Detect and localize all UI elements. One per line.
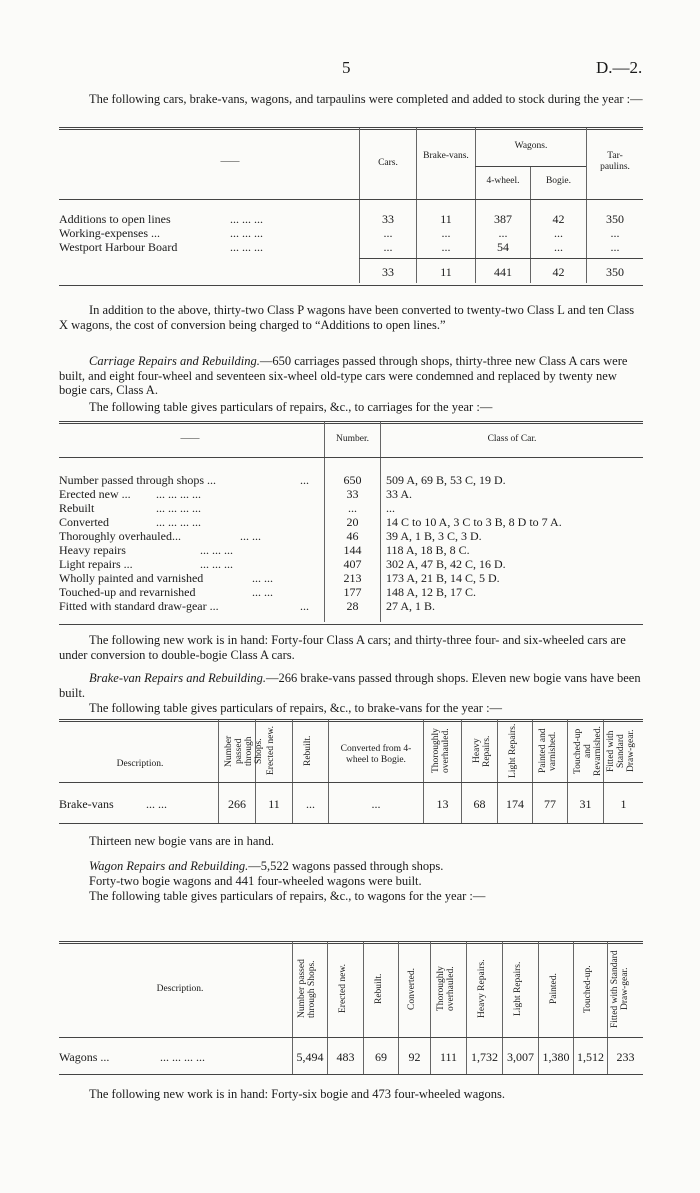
row-label: Wholly painted and varnished — [59, 571, 204, 585]
wagon-built-paragraph: Forty-two bogie wagons and 441 four-wheeled wagons were built. — [89, 874, 422, 888]
carriage-table-intro: The following table gives particulars of repairs, &c., to carriages for the year :— — [89, 400, 493, 414]
wagon-text: —5,522 wagons passed through shops. — [248, 859, 444, 873]
cell-bogie: ... — [554, 240, 563, 254]
brake-van-paragraph — [59, 671, 644, 700]
cell-light: 174 — [506, 797, 524, 811]
new-work-paragraph: The following new work is in hand: Forty-four Class A cars; and thirty-three four- and six-wheeled cars are under conversion to double-bogie Class A cars. — [59, 633, 626, 662]
table-rule — [475, 166, 586, 167]
cell-converted: 92 — [408, 1050, 421, 1064]
leader-dots: ... ... ... — [200, 557, 233, 571]
table-rule — [59, 1074, 643, 1075]
row-label: Westport Harbour Board — [59, 240, 178, 254]
table-rule — [59, 721, 643, 722]
leader-dots: ... ... ... — [230, 212, 263, 226]
page-number: 5 — [342, 58, 351, 77]
cell-bogie: ... — [554, 226, 563, 240]
cell-class: ... — [386, 501, 395, 515]
cell-overhauled: 13 — [436, 797, 449, 811]
cell-passed: 5,494 — [296, 1050, 324, 1064]
leader-dots: ... ... ... — [200, 543, 233, 557]
header-thoroughly-overhauled: Thoroughly overhauled. — [436, 966, 456, 1012]
table-rule — [59, 199, 643, 200]
table-rule — [59, 943, 643, 944]
table-rule — [59, 457, 643, 458]
conversion-paragraph: In addition to the above, thirty-two Class P wagons have been converted to twenty-two Class L and ten Class X wagons, the cost of conversion being charged to “Additions to open lines.” — [59, 303, 635, 332]
brake-van-heading: Brake-van Repairs and Rebuilding. — [89, 671, 267, 685]
cell-cars: ... — [383, 240, 393, 254]
total-bogie: 42 — [552, 265, 565, 279]
cell-class: 148 A, 12 B, 17 C. — [386, 585, 477, 599]
header-touched-up-and-revarnished: Touched-up and Revarnished. — [573, 726, 603, 776]
brake-van-table-intro: The following table gives particulars of repairs, &c., to brake-vans for the year :— — [89, 701, 503, 715]
column-divider — [416, 128, 417, 283]
cell-class: 14 C to 10 A, 3 C to 3 B, 8 D to 7 A. — [386, 515, 562, 529]
cell-4-wheel: 387 — [494, 212, 512, 226]
header-converted-4-wheel-to-bogie: Converted from 4-wheel to Bogie. — [340, 744, 412, 765]
table-rule — [59, 127, 643, 128]
cell-class: 118 A, 18 B, 8 C. — [386, 543, 470, 557]
header-heavy-repairs: Heavy Repairs. — [472, 735, 492, 767]
leader-dots: ... ... ... — [230, 226, 263, 240]
wagon-paragraph — [59, 859, 644, 874]
header-converted: Converted. — [407, 968, 417, 1010]
total-4-wheel: 441 — [494, 265, 512, 279]
cell-brake-vans: ... — [441, 240, 451, 254]
bogie-vans-paragraph: Thirteen new bogie vans are in hand. — [89, 834, 275, 848]
table-rule — [59, 129, 643, 130]
total-tarpaulins: 350 — [606, 265, 624, 279]
cell-class: 27 A, 1 B. — [386, 599, 436, 613]
cell-number: 28 — [346, 599, 359, 613]
header-thoroughly-overhauled: Thoroughly overhauled. — [431, 728, 451, 774]
header-passed-through-shops: Number passed through Shops. — [224, 735, 264, 767]
row-label: Converted — [59, 515, 109, 529]
header-fitted-with-standard-draw-gear: Fitted with Standard Draw-gear. — [606, 729, 636, 773]
header-erected-new: Erected new. — [266, 726, 276, 776]
row-label: Additions to open lines — [59, 212, 171, 226]
leader-dots: ... — [300, 473, 309, 487]
header-description: Description. — [116, 759, 164, 769]
leader-dots: ... ... ... ... — [156, 515, 201, 529]
cell-number: 144 — [343, 543, 362, 557]
header-erected-new: Erected new. — [338, 964, 348, 1014]
cell-rebuilt: 69 — [375, 1050, 387, 1064]
cell-number: 177 — [343, 585, 362, 599]
intro-paragraph: The following cars, brake-vans, wagons, and tarpaulins were completed and added to stock during the year :— — [89, 92, 643, 106]
table-rule — [59, 423, 643, 424]
header-rebuilt: Rebuilt. — [374, 973, 384, 1005]
total-cars: 33 — [382, 265, 394, 279]
header-painted-and-varnished: Painted and varnished. — [538, 728, 558, 774]
header-tarpaulins: Tar-paulins. — [600, 151, 630, 172]
total-brake-vans: 11 — [440, 265, 452, 279]
cell-converted: ... — [371, 797, 381, 811]
header-fitted-with-standard-draw-gear: Fitted with Standard Draw-gear. — [610, 950, 630, 1028]
cell-number: 213 — [343, 571, 362, 585]
carriage-paragraph — [59, 354, 644, 398]
cell-fitted: 1 — [620, 797, 627, 811]
header-bogie: Bogie. — [545, 176, 572, 186]
table-rule — [59, 823, 643, 824]
cell-class: 33 A. — [386, 487, 413, 501]
cell-rebuilt: ... — [306, 797, 315, 811]
row-label: Heavy repairs — [59, 543, 126, 557]
leader-dots: ... ... ... ... — [160, 1050, 205, 1064]
table-rule — [59, 782, 643, 783]
leader-dots: ... ... — [252, 571, 273, 585]
table-rule — [59, 285, 643, 286]
cell-number: 33 — [346, 487, 359, 501]
cell-class: 509 A, 69 B, 53 C, 19 D. — [386, 473, 506, 487]
row-label: Light repairs ... — [59, 557, 133, 571]
cell-4-wheel: 54 — [497, 240, 509, 254]
document-reference: D.—2. — [596, 58, 643, 77]
header-4-wheel: 4-wheel. — [486, 176, 520, 186]
table-rule — [59, 624, 643, 625]
header-blank: —— — [220, 157, 240, 167]
header-brake-vans: Brake-vans. — [423, 151, 469, 161]
cell-fitted: 233 — [616, 1050, 635, 1064]
header-number: Number. — [336, 434, 369, 444]
leader-dots: ... ... ... — [230, 240, 263, 254]
header-light-repairs: Light Repairs. — [508, 723, 518, 779]
cell-brake-vans: ... — [441, 226, 451, 240]
cell-heavy: 68 — [473, 797, 486, 811]
column-divider — [586, 128, 587, 283]
table-rule — [359, 258, 643, 259]
header-blank: —— — [180, 434, 200, 444]
cell-number: 20 — [346, 515, 359, 529]
header-description: Description. — [156, 984, 204, 994]
table-rule — [59, 1037, 643, 1038]
row-label: Rebuilt — [59, 501, 95, 515]
cell-number: 46 — [346, 529, 359, 543]
header-light-repairs: Light Repairs. — [513, 961, 523, 1017]
cell-painted: 77 — [544, 797, 556, 811]
leader-dots: ... ... — [252, 585, 273, 599]
cell-number: ... — [348, 501, 357, 515]
leader-dots: ... ... — [146, 797, 167, 811]
cell-heavy: 1,732 — [471, 1050, 498, 1064]
table-rule — [59, 421, 643, 422]
cell-erected: 483 — [336, 1050, 355, 1064]
header-cars: Cars. — [378, 158, 398, 168]
row-label: Number passed through shops ... — [59, 473, 216, 487]
brake-van-text: —266 brake-vans passed through shops. Eleven new bogie vans have been built. — [59, 671, 641, 700]
leader-dots: ... ... ... ... — [156, 487, 201, 501]
header-rebuilt: Rebuilt. — [303, 735, 313, 767]
row-label: Thoroughly overhauled... — [59, 529, 181, 543]
cell-painted: 1,380 — [542, 1050, 570, 1064]
cell-number: 407 — [343, 557, 362, 571]
wagon-heading: Wagon Repairs and Rebuilding. — [89, 859, 249, 873]
cell-touched: 1,512 — [577, 1050, 604, 1064]
header-painted: Painted. — [549, 973, 559, 1005]
cell-class: 39 A, 1 B, 3 C, 3 D. — [386, 529, 482, 543]
wagon-table-intro: The following table gives particulars of repairs, &c., to wagons for the year :— — [89, 889, 486, 903]
carriage-heading: Carriage Repairs and Rebuilding. — [89, 354, 260, 368]
header-wagons: Wagons. — [514, 141, 548, 151]
cell-cars: ... — [383, 226, 393, 240]
column-divider — [380, 422, 381, 622]
cell-cars: 33 — [382, 212, 394, 226]
new-work-wagons-paragraph: The following new work is in hand: Forty-six bogie and 473 four-wheeled wagons. — [89, 1087, 505, 1101]
cell-light: 3,007 — [507, 1050, 534, 1064]
header-class-of-car: Class of Car. — [487, 434, 537, 444]
carriage-text: —650 carriages passed through shops, thirty-three new Class A cars were built, and eight four-wheel and seventeen six-wheel old-type cars were condemned and replaced by twenty new bogie cars, Class A. — [59, 354, 628, 397]
cell-class: 173 A, 21 B, 14 C, 5 D. — [386, 571, 500, 585]
row-label: Working-expenses ... — [59, 226, 161, 240]
row-label: Brake-vans — [59, 797, 114, 811]
table-rule — [59, 719, 643, 720]
header-heavy-repairs: Heavy Repairs. — [477, 959, 487, 1019]
cell-tarpaulins: ... — [610, 240, 620, 254]
column-divider — [359, 128, 360, 283]
cell-4-wheel: ... — [498, 226, 508, 240]
cell-brake-vans: 11 — [440, 212, 452, 226]
header-passed-through-shops: Number passed through Shops. — [297, 959, 317, 1019]
row-label: Fitted with standard draw-gear ... — [59, 599, 219, 613]
row-label: Wagons ... — [59, 1050, 110, 1064]
leader-dots: ... ... ... ... — [156, 501, 201, 515]
cell-tarpaulins: 350 — [606, 212, 624, 226]
cell-touched: 31 — [579, 797, 592, 811]
leader-dots: ... ... — [240, 529, 261, 543]
cell-tarpaulins: ... — [610, 226, 620, 240]
row-label: Erected new ... — [59, 487, 131, 501]
row-label: Touched-up and revarnished — [59, 585, 196, 599]
cell-overhauled: 111 — [439, 1050, 458, 1064]
cell-erected: 11 — [268, 797, 280, 811]
cell-number: 650 — [343, 473, 362, 487]
leader-dots: ... — [300, 599, 309, 613]
cell-class: 302 A, 47 B, 42 C, 16 D. — [386, 557, 506, 571]
cell-passed: 266 — [228, 797, 246, 811]
cell-bogie: 42 — [552, 212, 565, 226]
header-touched-up: Touched-up. — [583, 965, 593, 1013]
table-rule — [59, 941, 643, 942]
